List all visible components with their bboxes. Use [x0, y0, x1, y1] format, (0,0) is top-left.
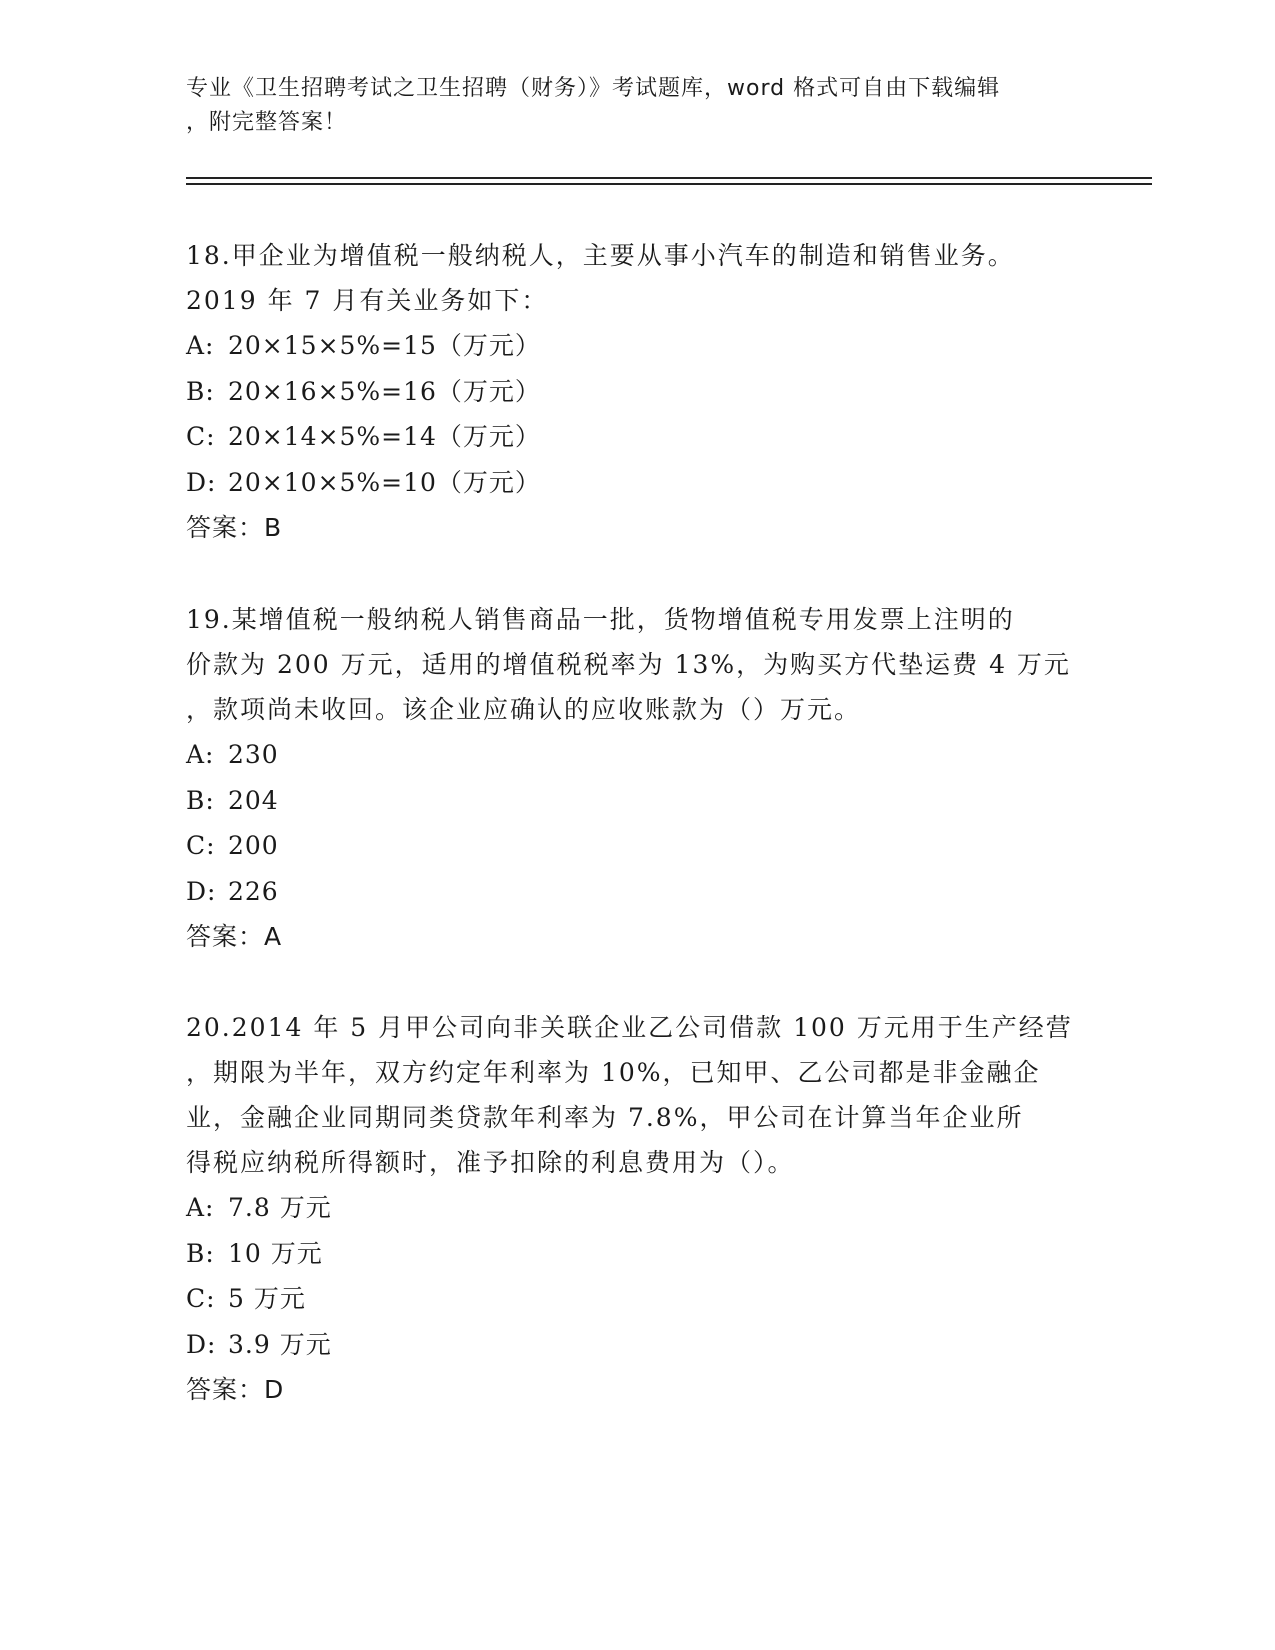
option-key: D:: [186, 876, 217, 906]
question-19: [186, 597, 1086, 959]
option-text: 230: [228, 740, 279, 769]
option-key: D:: [186, 467, 217, 497]
document-header: [186, 72, 1066, 140]
option-c: [186, 414, 1086, 460]
stem-line: 价款为 200 万元，适用的增值税税率为 13%，为购买方代垫运费 4 万元: [186, 650, 1071, 679]
option-text: 5 万元: [228, 1284, 306, 1313]
option-key: C:: [186, 1284, 216, 1313]
option-d: [186, 869, 1086, 915]
header-divider-top: [186, 177, 1152, 179]
answer-line: 答案：A: [186, 922, 283, 951]
option-text: 20×10×5%=10（万元）: [228, 467, 541, 497]
header-title-line-2: ，附完整答案！: [186, 110, 348, 135]
option-key: C:: [186, 831, 216, 860]
option-a: [186, 323, 1086, 369]
option-d: [186, 1322, 1086, 1368]
question-18: [186, 233, 1086, 550]
question-stem: [186, 233, 1086, 323]
header-divider-bottom: [186, 183, 1152, 185]
option-b: [186, 1231, 1086, 1277]
option-text: 20×14×5%=14（万元）: [228, 422, 541, 451]
option-b: [186, 778, 1086, 824]
question-20: [186, 1005, 1086, 1412]
option-key: D:: [186, 1329, 217, 1359]
option-text: 7.8 万元: [228, 1193, 332, 1222]
option-d: [186, 460, 1086, 506]
header-title-line-1: 专业《卫生招聘考试之卫生招聘（财务）》考试题库，word 格式可自由下载编辑: [186, 76, 1001, 101]
answer-line: 答案：D: [186, 1375, 285, 1404]
answer-line: 答案：B: [186, 513, 283, 542]
option-text: 10 万元: [228, 1238, 323, 1268]
option-key: A:: [186, 740, 215, 769]
question-stem: [186, 597, 1086, 732]
option-text: 3.9 万元: [228, 1329, 332, 1359]
option-c: [186, 1276, 1086, 1322]
option-key: C:: [186, 422, 216, 451]
stem-line: 20.2014 年 5 月甲公司向非关联企业乙公司借款 100 万元用于生产经营: [186, 1013, 1073, 1042]
option-text: 20×15×5%=15（万元）: [228, 331, 541, 360]
option-c: [186, 823, 1086, 869]
option-a: [186, 732, 1086, 778]
option-text: 226: [228, 876, 279, 906]
option-key: A:: [186, 331, 215, 360]
option-key: B:: [186, 785, 215, 815]
stem-line: 业，金融企业同期同类贷款年利率为 7.8%，甲公司在计算当年企业所: [186, 1103, 1024, 1132]
stem-line: 19.某增值税一般纳税人销售商品一批，货物增值税专用发票上注明的: [186, 605, 1015, 634]
stem-line: 18.甲企业为增值税一般纳税人，主要从事小汽车的制造和销售业务。: [186, 241, 1015, 270]
option-text: 200: [228, 831, 279, 860]
stem-line: ，款项尚未收回。该企业应确认的应收账款为（）万元。: [186, 695, 862, 724]
option-text: 20×16×5%=16（万元）: [228, 376, 541, 406]
option-key: B:: [186, 1238, 215, 1268]
option-key: B:: [186, 376, 215, 406]
option-a: [186, 1185, 1086, 1231]
option-key: A:: [186, 1193, 215, 1222]
question-stem: [186, 1005, 1086, 1185]
stem-line: 得税应纳税所得额时，准予扣除的利息费用为（）。: [186, 1148, 795, 1177]
stem-line: ，期限为半年，双方约定年利率为 10%，已知甲、乙公司都是非金融企: [186, 1058, 1041, 1087]
option-b: [186, 369, 1086, 415]
option-text: 204: [228, 785, 279, 815]
stem-line: 2019 年 7 月有关业务如下：: [186, 286, 549, 315]
